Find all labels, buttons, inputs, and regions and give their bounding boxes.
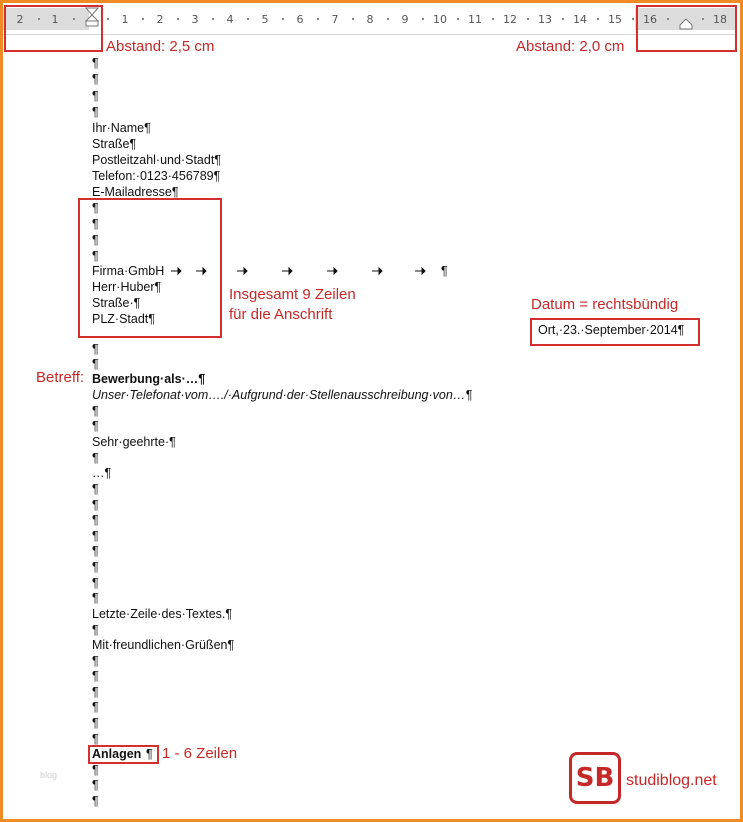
empty-paragraph: ¶ <box>92 419 99 433</box>
empty-paragraph: ¶ <box>92 249 99 263</box>
recipient-street[interactable]: Straße·¶ <box>92 296 141 310</box>
margin-left-annotation: Abstand: 2,5 cm <box>106 38 215 55</box>
ruler-tick: 11 <box>468 13 482 26</box>
address-lines-annotation: Insgesamt 9 Zeilen <box>229 286 356 303</box>
empty-paragraph: ¶ <box>92 654 99 668</box>
ruler-tick: 2 <box>16 13 24 26</box>
ruler-tick: 10 <box>433 13 447 26</box>
ruler-tick: 7 <box>331 13 339 26</box>
empty-paragraph: ¶ <box>92 105 99 119</box>
last-text-line[interactable]: Letzte·Zeile·des·Textes.¶ <box>92 607 233 621</box>
site-name[interactable]: studiblog.net <box>626 772 717 789</box>
ruler-tick: 3 <box>191 13 199 26</box>
empty-paragraph: ¶ <box>92 513 99 527</box>
recipient-company[interactable]: Firma·GmbH <box>92 264 165 278</box>
sender-name[interactable]: Ihr·Name¶ <box>92 121 151 135</box>
empty-paragraph: ¶ <box>92 778 99 792</box>
right-margin-highlight <box>636 5 737 52</box>
empty-paragraph: ¶ <box>92 451 99 465</box>
ruler-tick: 5 <box>261 13 269 26</box>
empty-paragraph: ¶ <box>92 685 99 699</box>
empty-paragraph: ¶ <box>92 763 99 777</box>
empty-paragraph: ¶ <box>92 732 99 746</box>
ruler-tick: 2 <box>156 13 164 26</box>
subject-annotation: Betreff: <box>36 369 85 386</box>
attachments-annotation: 1 - 6 Zeilen <box>162 745 238 762</box>
sender-street[interactable]: Straße¶ <box>92 137 137 151</box>
empty-paragraph: ¶ <box>92 576 99 590</box>
tab-arrows-icon <box>170 265 450 277</box>
ruler-tick: 8 <box>366 13 374 26</box>
empty-paragraph: ¶ <box>92 560 99 574</box>
logo-letters: SB <box>575 763 615 793</box>
ruler-tick: 4 <box>226 13 234 26</box>
empty-paragraph: ¶ <box>92 669 99 683</box>
empty-paragraph: ¶ <box>92 794 99 808</box>
letter-date[interactable]: Ort,·23.·September·2014¶ <box>538 323 685 337</box>
address-lines-annotation-2: für die Anschrift <box>229 306 333 323</box>
empty-paragraph: ¶ <box>92 716 99 730</box>
horizontal-ruler[interactable] <box>3 4 737 35</box>
empty-paragraph: ¶ <box>92 201 99 215</box>
empty-paragraph: ¶ <box>92 404 99 418</box>
ruler-tick: 1 <box>121 13 129 26</box>
recipient-person[interactable]: Herr·Huber¶ <box>92 280 162 294</box>
ruler-tick: 14 <box>573 13 587 26</box>
attachments-line[interactable]: Anlagen <box>92 747 142 761</box>
subject-line[interactable]: Bewerbung·als·…¶ <box>92 372 206 386</box>
date-annotation: Datum = rechtsbündig <box>531 296 679 313</box>
margin-right-annotation: Abstand: 2,0 cm <box>516 38 625 55</box>
empty-paragraph: ¶ <box>92 544 99 558</box>
ruler-tick: 6 <box>296 13 304 26</box>
ruler-tick: 1 <box>51 13 59 26</box>
empty-paragraph: ¶ <box>92 342 99 356</box>
ruler-tick: 15 <box>608 13 622 26</box>
watermark: blog <box>40 770 58 780</box>
left-margin-highlight <box>4 5 103 52</box>
empty-paragraph: ¶ <box>92 482 99 496</box>
empty-paragraph: ¶ <box>92 623 99 637</box>
empty-paragraph: ¶ <box>92 72 99 86</box>
recipient-company-end: ¶ <box>441 264 448 278</box>
ruler-tick: 12 <box>503 13 517 26</box>
empty-paragraph: ¶ <box>92 498 99 512</box>
empty-paragraph: ¶ <box>92 529 99 543</box>
recipient-city[interactable]: PLZ·Stadt¶ <box>92 312 155 326</box>
empty-paragraph: ¶ <box>92 591 99 605</box>
sender-email[interactable]: E-Mailadresse¶ <box>92 185 179 199</box>
salutation-line[interactable]: Sehr·geehrte·¶ <box>92 435 176 449</box>
closing-line[interactable]: Mit·freundlichen·Grüßen¶ <box>92 638 235 652</box>
attachments-end: ¶ <box>146 747 153 761</box>
ruler-tick: 18 <box>713 13 727 26</box>
empty-paragraph: ¶ <box>92 56 99 70</box>
reference-line[interactable]: Unser·Telefonat·vom…./·Aufgrund·der·Stellenausschreibung·von…¶ <box>92 388 473 402</box>
empty-paragraph: ¶ <box>92 217 99 231</box>
body-ellipsis[interactable]: …¶ <box>92 466 112 480</box>
sender-city[interactable]: Postleitzahl·und·Stadt¶ <box>92 153 222 167</box>
empty-paragraph: ¶ <box>92 700 99 714</box>
ruler-tick: 16 <box>643 13 657 26</box>
ruler-tick: 13 <box>538 13 552 26</box>
ruler-tick: 9 <box>401 13 409 26</box>
empty-paragraph: ¶ <box>92 233 99 247</box>
empty-paragraph: ¶ <box>92 89 99 103</box>
studiblog-logo-icon <box>569 752 621 804</box>
sender-phone[interactable]: Telefon:·0123·456789¶ <box>92 169 221 183</box>
empty-paragraph: ¶ <box>92 357 99 371</box>
